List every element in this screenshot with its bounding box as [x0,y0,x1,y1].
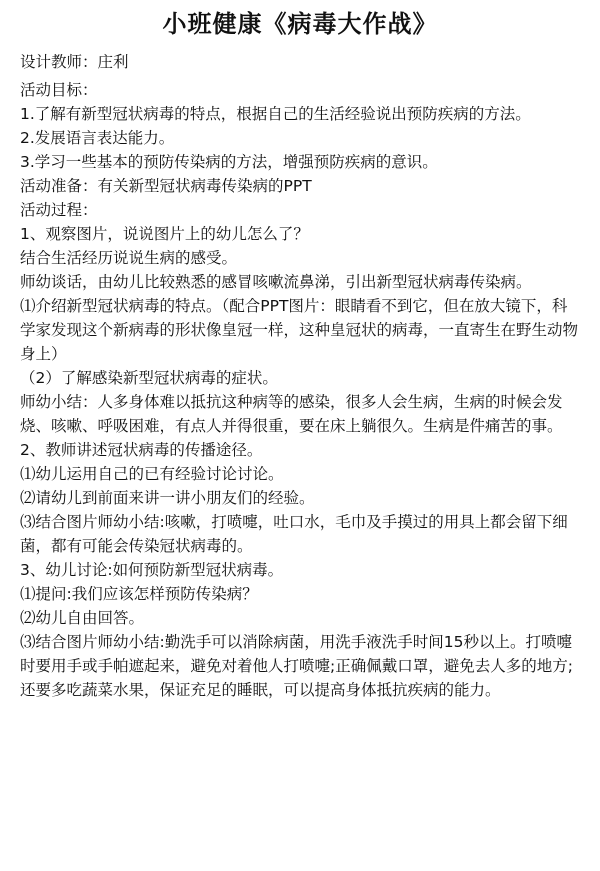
goal-2: 2.发展语言表达能力。 [20,129,175,147]
goals-heading: 活动目标： [20,81,98,99]
step-2-item-1: ⑴幼儿运用自己的已有经验讨论讨论。 [20,465,284,483]
step-1-text-b: 师幼谈话，由幼儿比较熟悉的感冒咳嗽流鼻涕，引出新型冠状病毒传染病。 [20,273,532,291]
step-2-item-2: ⑵请幼儿到前面来讲一讲小朋友们的经验。 [20,489,315,507]
step-3-item-1: ⑴提问:我们应该怎样预防传染病？ [20,585,258,603]
step-3-item-2: ⑵幼儿自由回答。 [20,609,145,627]
step-1-text-a: 结合生活经历说说生病的感受。 [20,249,238,267]
goal-3: 3.学习一些基本的预防传染病的方法，增强预防疾病的意识。 [20,153,438,171]
designer-line: 设计教师：庄利 [20,53,129,71]
step-1-item-2: （2）了解感染新型冠状病毒的症状。 [20,369,278,387]
goal-1: 1.了解有新型冠状病毒的特点，根据自己的生活经验说出预防疾病的方法。 [20,105,531,123]
step-1-heading: 1、观察图片，说说图片上的幼儿怎么了？ [20,225,309,243]
step-2-item-3: ⑶结合图片师幼小结:咳嗽，打喷嚏，吐口水，毛巾及手摸过的用具上都会留下细菌，都有可能会传染冠状病毒的。 [20,513,568,555]
step-2-heading: 2、教师讲述冠状病毒的传播途径。 [20,441,263,459]
document-title: 小班健康《病毒大作战》 [162,10,438,38]
process-heading: 活动过程： [20,201,98,219]
step-3-heading: 3、幼儿讨论:如何预防新型冠状病毒。 [20,561,284,579]
step-3-item-3: ⑶结合图片师幼小结:勤洗手可以消除病菌，用洗手液洗手时间15秒以上。打喷嚏时要用手或手帕遮起来，避免对着他人打喷嚏;正确佩戴口罩，避免去人多的地方;还要多吃蔬菜水果，保证充足的睡眠，可以提高身体抵抗疾病的能力。 [20,633,573,699]
preparation-line: 活动准备：有关新型冠状病毒传染病的PPT [20,177,312,195]
step-1-summary: 师幼小结：人多身体难以抵抗这种病等的感染，很多人会生病，生病的时候会发烧、咳嗽、呼吸困难，有点人并得很重，要在床上躺很久。生病是件痛苦的事。 [20,393,563,435]
step-1-item-1: ⑴介绍新型冠状病毒的特点。（配合PPT图片：眼睛看不到它，但在放大镜下，科学家发现这个新病毒的形状像皇冠一样，这种皇冠状的病毒，一直寄生在野生动物身上） [20,297,579,363]
